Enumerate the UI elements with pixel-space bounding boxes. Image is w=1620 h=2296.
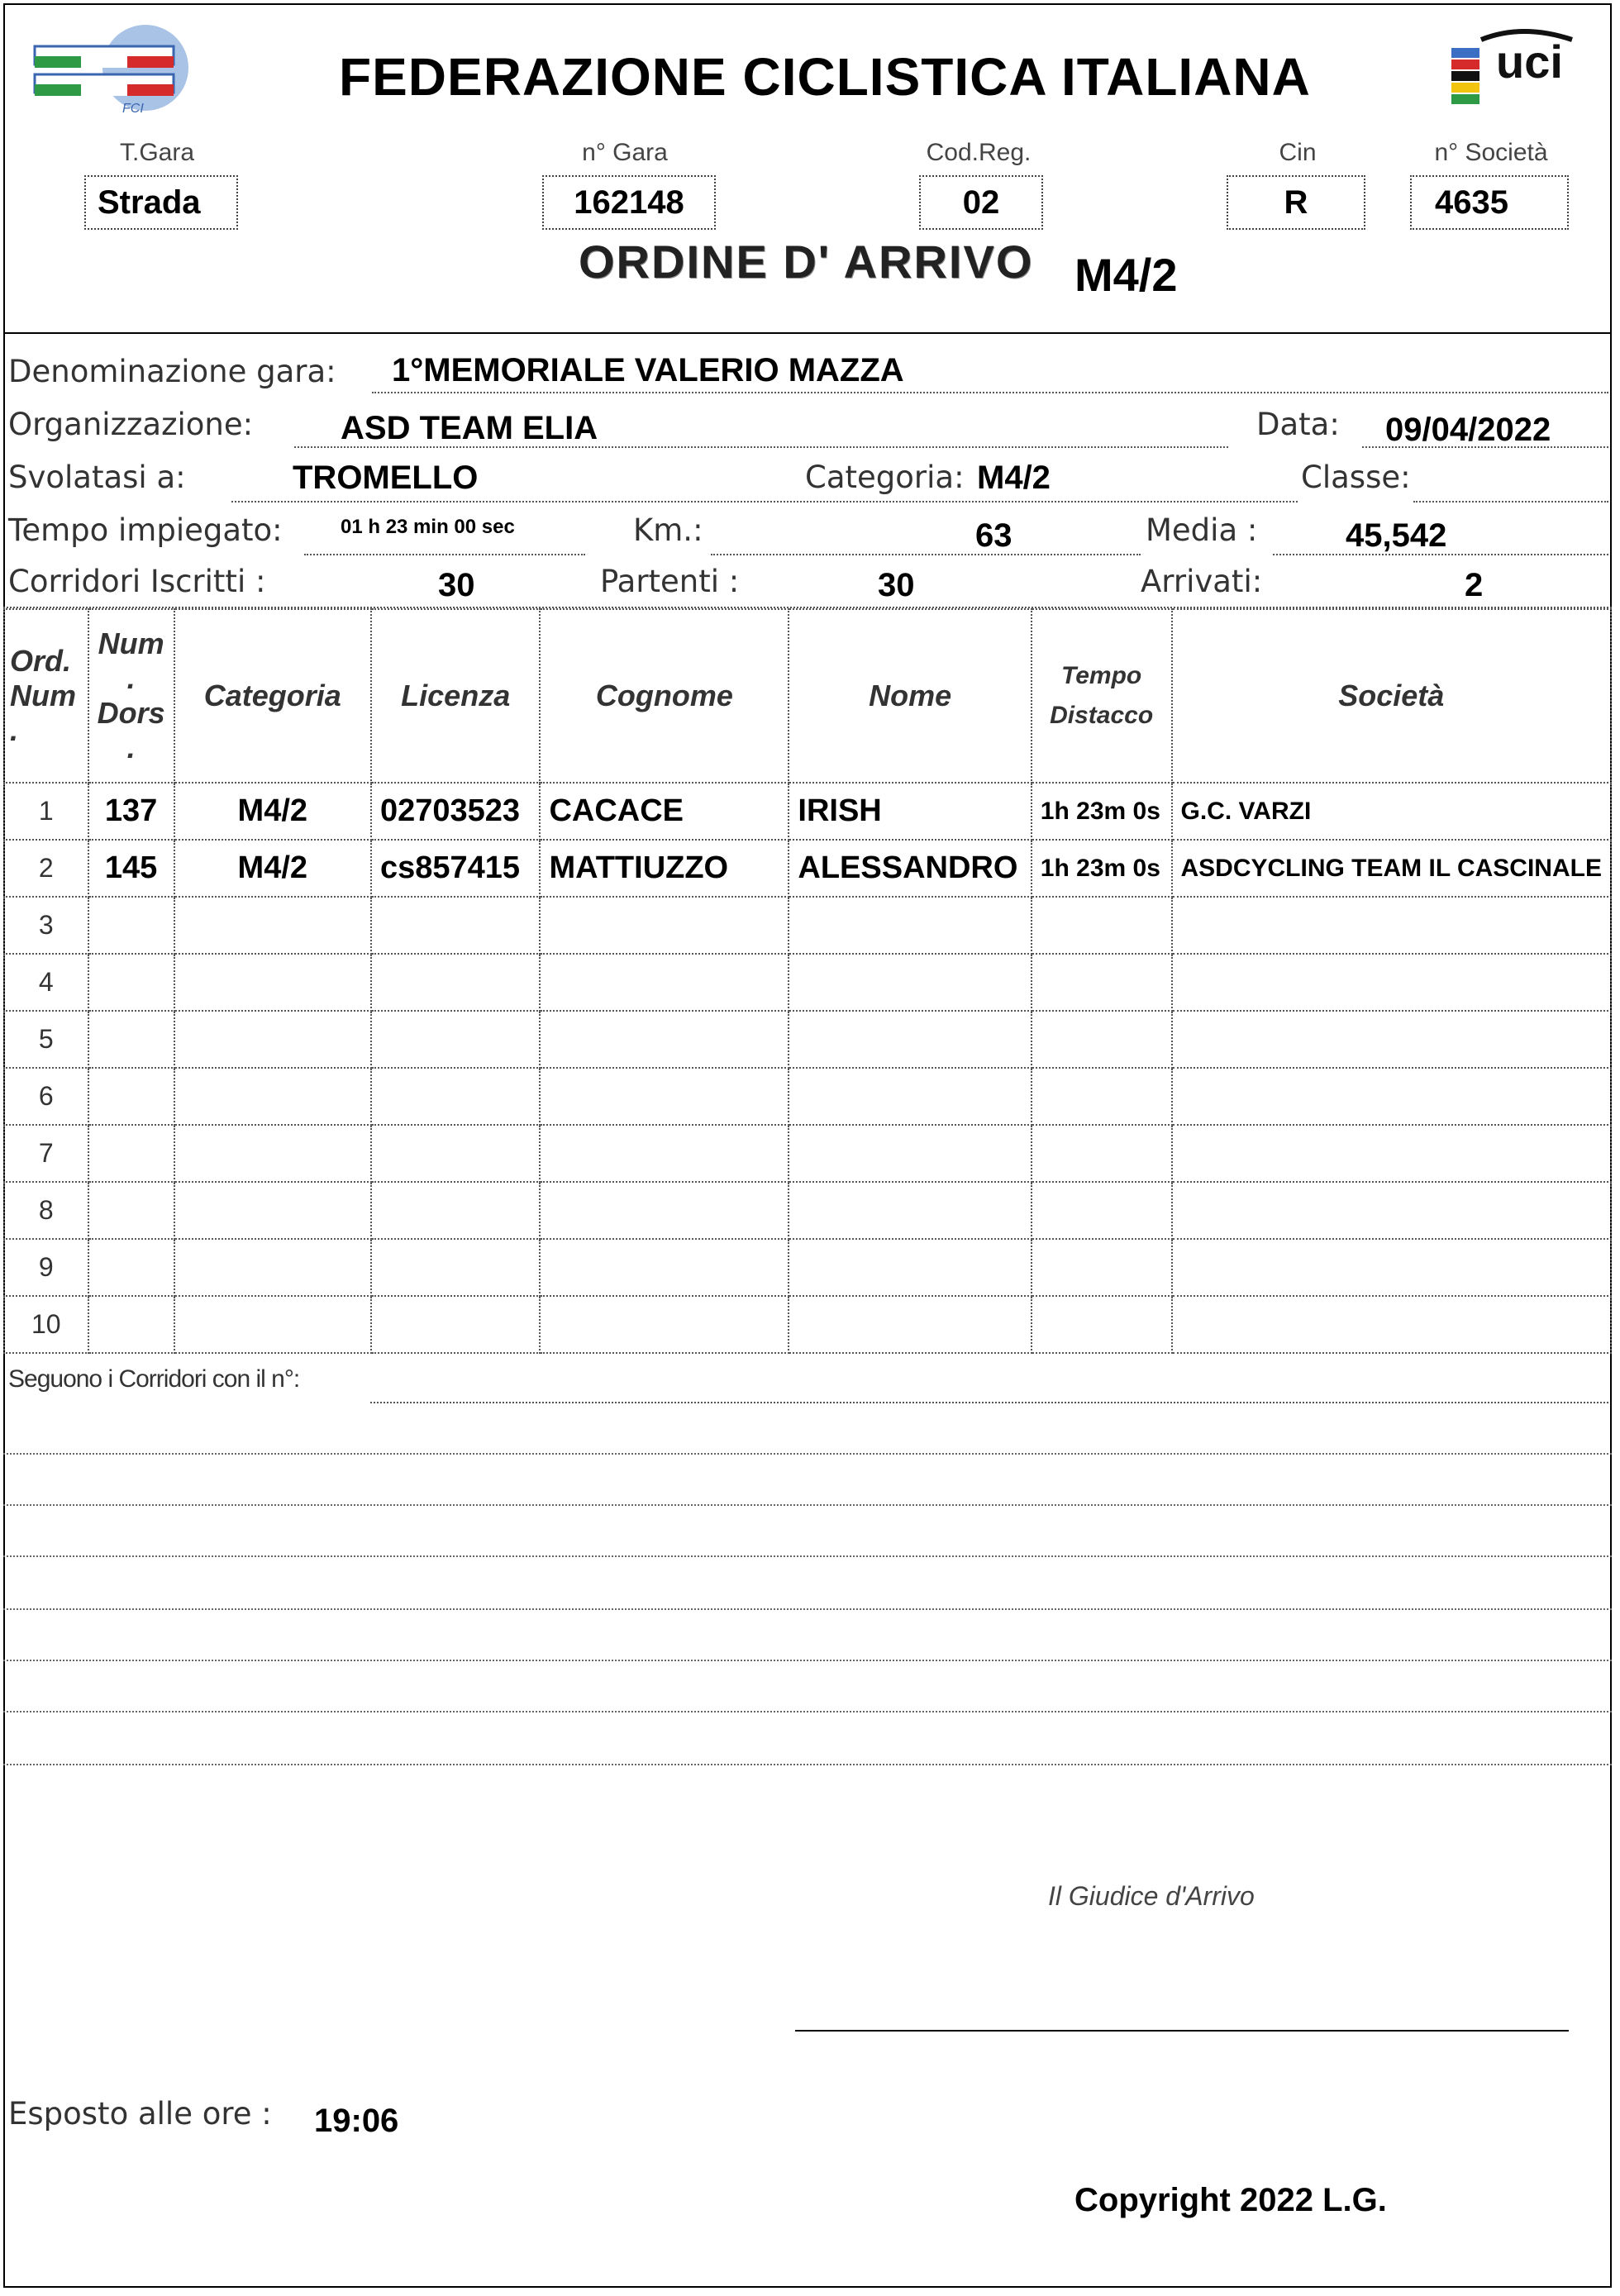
data-label: Data: [1256,407,1340,442]
n-gara-box: 162148 [542,175,716,230]
cell-tempo [1032,1068,1172,1125]
cell-ord: 9 [4,1239,88,1296]
table-header-row [4,609,1611,783]
cell-nome [789,1182,1031,1239]
cell-societa [1172,1068,1612,1125]
header-cognome: Cognome [540,609,789,783]
cell-societa [1172,897,1612,954]
km-value: 63 [975,517,1012,554]
cell-licenza: 02703523 [371,783,540,840]
organizzazione-label: Organizzazione: [8,407,254,442]
document-subtitle: ORDINE D' ARRIVO [579,236,1034,288]
cell-dors [88,1011,174,1068]
cell-dors [88,954,174,1011]
cell-ord: 4 [4,954,88,1011]
header-ord-num [4,609,88,783]
header-nome: Nome [789,609,1031,783]
table-row [4,1011,1611,1068]
cell-cognome [540,954,789,1011]
cell-cognome: CACACE [540,783,789,840]
cell-cognome [540,1296,789,1353]
cell-tempo [1032,897,1172,954]
uci-logo [1448,23,1589,114]
seguono-line [370,1402,1608,1403]
cell-cognome: MATTIUZZO [540,840,789,897]
categoria-value: M4/2 [977,460,1051,496]
cell-cognome [540,1239,789,1296]
cell-societa [1172,1182,1612,1239]
cell-ord: 10 [4,1296,88,1353]
cell-tempo [1032,1182,1172,1239]
classe-label: Classe: [1301,460,1411,495]
cell-societa [1172,954,1612,1011]
cell-categoria [174,1296,371,1353]
cell-dors [88,897,174,954]
cell-cognome [540,1068,789,1125]
km-line [711,554,1141,555]
cell-categoria [174,954,371,1011]
n-societa-box: 4635 [1410,175,1569,230]
header-dors-line1: Num [98,626,164,660]
cell-licenza [371,1011,540,1068]
cell-dors: 137 [88,783,174,840]
cell-nome: ALESSANDRO [789,840,1031,897]
header-dors-line4: . [126,731,136,765]
cell-licenza [371,1125,540,1182]
giudice-label: Il Giudice d'Arrivo [1048,1881,1255,1911]
iscritti-value: 30 [438,567,475,603]
t-gara-label: T.Gara [119,139,195,166]
cell-categoria [174,897,371,954]
svolatasi-value: TROMELLO [293,460,479,496]
cell-ord: 5 [4,1011,88,1068]
table-row [4,1239,1611,1296]
t-gara-box: Strada [84,175,238,230]
cell-nome [789,1296,1031,1353]
organizzazione-value: ASD TEAM ELIA [341,410,598,446]
cell-societa: ASDCYCLING TEAM IL CASCINALE [1172,840,1612,897]
cell-categoria [174,1125,371,1182]
esposto-label: Esposto alle ore : [8,2096,272,2132]
seguono-line-7 [3,1711,1612,1712]
classe-line [1413,501,1608,503]
svolatasi-line [231,501,1298,503]
cell-licenza [371,897,540,954]
cell-dors [88,1125,174,1182]
km-label: Km.: [633,512,703,548]
cell-cognome [540,1011,789,1068]
table-row [4,1182,1611,1239]
cell-categoria [174,1068,371,1125]
cell-licenza [371,1296,540,1353]
cod-reg-label: Cod.Reg. [926,139,1032,166]
cell-societa [1172,1296,1612,1353]
cell-categoria [174,1011,371,1068]
n-societa-label: n° Società [1434,139,1548,166]
cell-ord: 3 [4,897,88,954]
cell-tempo [1032,1296,1172,1353]
cell-tempo: 1h 23m 0s [1032,840,1172,897]
cell-tempo [1032,1011,1172,1068]
table-row [4,897,1611,954]
header-num-dors [88,609,174,783]
table-row [4,1125,1611,1182]
seguono-line-6 [3,1660,1612,1661]
fci-logo [30,23,200,114]
cin-label: Cin [1279,139,1317,166]
cell-ord: 2 [4,840,88,897]
category-badge: M4/2 [1074,249,1178,301]
cell-licenza: cs857415 [371,840,540,897]
partenti-value: 30 [878,567,915,603]
cell-categoria: M4/2 [174,840,371,897]
header-ord-line2: Num [10,679,76,712]
cell-cognome [540,1125,789,1182]
denominazione-line [372,392,1608,393]
cin-box: R [1227,175,1365,230]
media-value: 45,542 [1346,517,1447,554]
n-gara-label: n° Gara [582,139,668,166]
cell-tempo [1032,954,1172,1011]
table-body [4,783,1611,1353]
seguono-line-3 [3,1504,1612,1506]
header-dors-line2: . [126,661,136,695]
cell-nome: IRISH [789,783,1031,840]
cell-nome [789,954,1031,1011]
tempo-line [304,554,585,555]
cell-categoria: M4/2 [174,783,371,840]
table-row [4,840,1611,897]
cell-ord: 6 [4,1068,88,1125]
arrivati-label: Arrivati: [1141,564,1263,599]
cell-categoria [174,1239,371,1296]
arrivati-value: 2 [1465,567,1484,603]
cell-nome [789,1068,1031,1125]
cell-categoria [174,1182,371,1239]
header-tempo-line1: Tempo [1061,662,1142,689]
cell-tempo [1032,1125,1172,1182]
cell-dors [88,1239,174,1296]
cell-societa [1172,1011,1612,1068]
seguono-line-4 [3,1555,1612,1557]
table-row [4,954,1611,1011]
cell-ord: 7 [4,1125,88,1182]
cell-dors: 145 [88,840,174,897]
cell-ord: 8 [4,1182,88,1239]
svg-text:uci: uci [1496,36,1563,88]
table-row [4,1068,1611,1125]
table-row [4,783,1611,840]
header-ord-line1: Ord. [10,644,72,678]
cell-licenza [371,1182,540,1239]
cell-dors [88,1182,174,1239]
svolatasi-label: Svolatasi a: [8,460,186,495]
seguono-line-8 [3,1764,1612,1765]
cell-societa: G.C. VARZI [1172,783,1612,840]
header-societa: Società [1172,609,1612,783]
cell-nome [789,1125,1031,1182]
header-dors-line3: Dors [97,696,165,730]
header-tempo-line2: Distacco [1050,702,1154,729]
cell-nome [789,1239,1031,1296]
cell-cognome [540,1182,789,1239]
media-label: Media : [1146,512,1258,548]
tempo-value: 01 h 23 min 00 sec [341,516,515,538]
header-categoria: Categoria [174,609,371,783]
data-value: 09/04/2022 [1385,412,1551,448]
page-title: FEDERAZIONE CICLISTICA ITALIANA [339,47,1311,107]
header-divider [3,332,1612,334]
cell-licenza [371,1239,540,1296]
cell-nome [789,1011,1031,1068]
denominazione-label: Denominazione gara: [8,354,336,389]
partenti-label: Partenti : [600,564,740,599]
results-table [3,608,1612,1354]
header-ord-line3: . [10,713,19,747]
cod-reg-box: 02 [919,175,1043,230]
cell-dors [88,1068,174,1125]
seguono-label: Seguono i Corridori con il n°: [8,1365,300,1393]
cell-licenza [371,954,540,1011]
cell-nome [789,897,1031,954]
header-licenza: Licenza [371,609,540,783]
tempo-label: Tempo impiegato: [8,512,283,548]
cell-tempo: 1h 23m 0s [1032,783,1172,840]
seguono-line-5 [3,1608,1612,1610]
cell-licenza [371,1068,540,1125]
copyright: Copyright 2022 L.G. [1074,2182,1387,2218]
categoria-label: Categoria: [805,460,965,495]
cell-societa [1172,1125,1612,1182]
iscritti-label: Corridori Iscritti : [8,564,266,599]
esposto-value: 19:06 [314,2103,399,2139]
seguono-line-2 [3,1453,1612,1455]
table-row [4,1296,1611,1353]
cell-ord: 1 [4,783,88,840]
signature-line [795,2030,1569,2032]
cell-tempo [1032,1239,1172,1296]
cell-dors [88,1296,174,1353]
cell-cognome [540,897,789,954]
header-tempo-distacco [1032,609,1172,783]
denominazione-value: 1°MEMORIALE VALERIO MAZZA [392,352,904,388]
cell-societa [1172,1239,1612,1296]
svg-text:FCI: FCI [122,102,144,114]
